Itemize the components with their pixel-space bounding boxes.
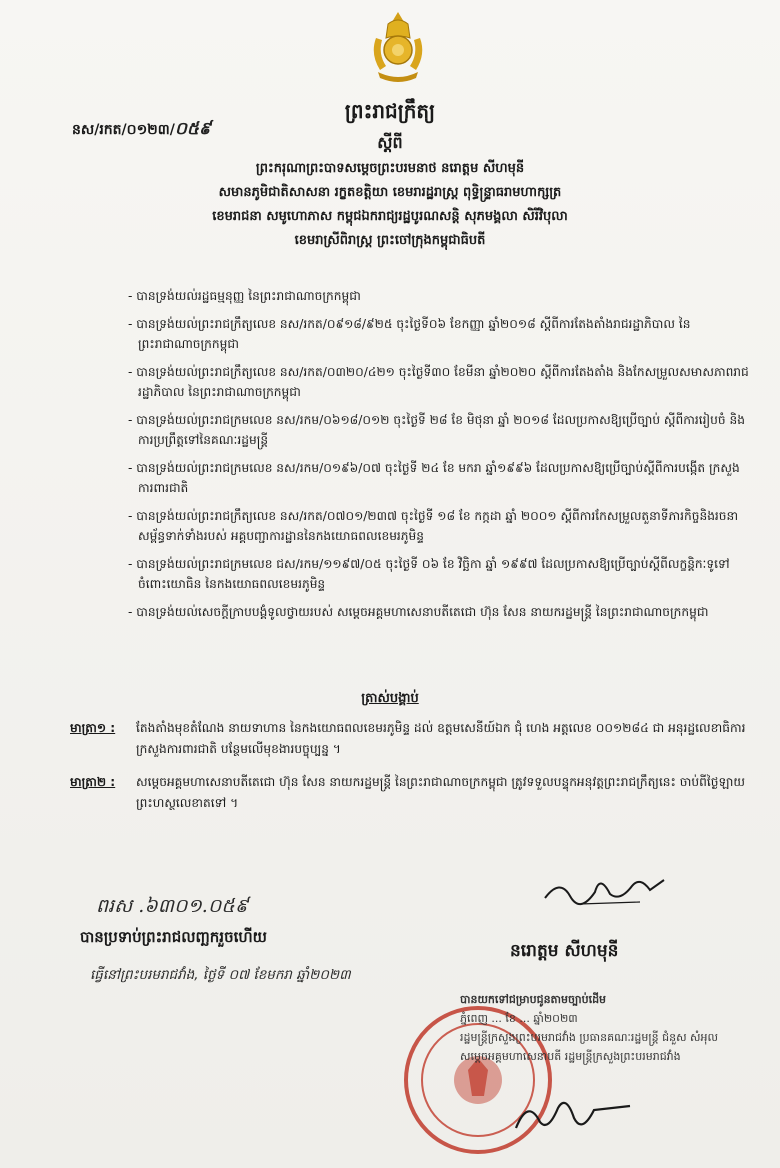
considerations-list bbox=[128, 286, 758, 630]
royal-signature bbox=[540, 868, 670, 908]
place-and-date: ធ្វើនៅព្រះបរមរាជវាំង, ថ្ងៃទី ០៧ ខែមករា ឆ្នាំ២០២៣ bbox=[90, 967, 351, 983]
article-text: សម្ដេចអគ្គមហាសេនាបតីតេជោ ហ៊ុន សែន នាយករដ្ឋមន្ត្រី នៃព្រះរាជាណាចក្រកម្ពុជា ត្រូវទទួលបន្ទុកអនុវត្តព្រះរាជក្រឹត្យនេះ ចាប់ពីថ្ងៃឡាយព្រះហស្ថលេខាតទៅ ។ bbox=[136, 775, 745, 810]
king-title-line-1: ព្រះករុណាព្រះបាទសម្ដេចព្រះបរមនាថ នរោត្តម សីហមុនី bbox=[255, 161, 525, 176]
certification-line: ភ្នំពេញ ... ខែ ... ឆ្នាំ២០២៣ bbox=[460, 1012, 578, 1025]
consideration-item: - បានទ្រង់យល់រដ្ឋធម្មនុញ្ញ នៃព្រះរាជាណាចក្រកម្ពុជា bbox=[128, 289, 361, 303]
for-label: ស្ដីពី bbox=[377, 133, 403, 152]
certification-line: បានយកទៅជម្រាបជូនតាមច្បាប់ដើម bbox=[460, 993, 607, 1006]
certification-line: សម្ដេចអគ្គមហាសេនាបតី រដ្ឋមន្ត្រីក្រសួងព្រះបរមរាជវាំង bbox=[460, 1050, 681, 1063]
consideration-item: - បានទ្រង់យល់ព្រះរាជក្រឹត្យលេខ នស/រកត/០៩១៨/៩២៥ ចុះថ្ងៃទី០៦ ខែកញ្ញា ឆ្នាំ២០១៨ ស្ដីពីការតែងតាំងរាជរដ្ឋាភិបាល នៃព្រះរាជាណាចក្រកម្ពុជា bbox=[128, 317, 691, 351]
reference-prefix: នស/រកត/០១២៣/ bbox=[72, 122, 175, 138]
article-text: តែងតាំងមុខតំណែង នាយទាហាន នៃកងយោធពលខេមរភូមិន្ទ ដល់ ឧត្តមសេនីយ៍ឯក ជុំ ហេង អត្តលេខ ០០១២៨៤ ជា អនុរដ្ឋលេខាធិការ ក្រសួងការពារជាតិ បន្ថែមលើមុខងារបច្ចុប្បន្ន ។ bbox=[136, 721, 746, 756]
article-1 bbox=[70, 718, 760, 760]
consideration-item: - បានទ្រង់យល់សេចក្ដីក្រាបបង្គំទូលថ្វាយរបស់ សម្ដេចអគ្គមហាសេនាបតីតេជោ ហ៊ុន សែន នាយករដ្ឋមន្ត្រី នៃព្រះរាជាណាចក្រកម្ពុជា bbox=[128, 605, 709, 619]
king-title-line-3: ខេមរាជនា សមូហោភាស កម្ពុជឯករាជ្យរដ្ឋបូរណសន្តិ សុភមង្គលា សិរីវិបុលា bbox=[212, 209, 568, 224]
king-title-line-4: ខេមរាស្រីពិរាស្ត្រ ព្រះចៅក្រុងកម្ពុជាធិបតី bbox=[294, 233, 486, 248]
decree-title: ព្រះរាជក្រឹត្យ bbox=[344, 99, 436, 123]
decision-heading: ត្រាស់បង្គាប់ bbox=[361, 691, 419, 706]
reference-handwritten: ០៥៩ bbox=[174, 119, 211, 139]
consideration-item: - បានទ្រង់យល់ព្រះរាជក្រមលេខ ជស/រកម/១១៩៧/០៥ ចុះថ្ងៃទី ០៦ ខែ វិច្ឆិកា ឆ្នាំ ១៩៩៧ ដែលប្រកាសឱ្យប្រើច្បាប់ស្ដីពីលក្ខន្តិកៈទូទៅ ចំពោះយោធិន នៃកងយោធពលខេមរភូមិន្ទ bbox=[128, 557, 730, 591]
consideration-item: - បានទ្រង់យល់ព្រះរាជក្រឹត្យលេខ នស/រកត/០៣២០/៤២១ ចុះថ្ងៃទី៣០ ខែមីនា ឆ្នាំ២០២០ ស្ដីពីការតែងតាំង និងកែសម្រួលសមាសភាពរាជរដ្ឋាភិបាល នៃព្រះរាជាណាចក្រកម្ពុជា bbox=[128, 365, 749, 399]
article-label: មាត្រា២ : bbox=[70, 775, 116, 789]
seal-applied-label: បានប្រទាប់ព្រះរាជលញ្ឆករួចហើយ bbox=[80, 928, 267, 946]
king-title-line-2: សមានភូមិជាតិសាសនា រក្ខតខត្តិយា ខេមរារដ្ឋរាស្ត្រ ពុទ្ធិន្ទ្រាធរាមហាក្សត្រ bbox=[218, 185, 562, 200]
article-label: មាត្រា១ : bbox=[70, 721, 116, 735]
consideration-item: - បានទ្រង់យល់ព្រះរាជក្រមលេខ នស/រកម/០១៩៦/០៧ ចុះថ្ងៃទី ២៤ ខែ មករា ឆ្នាំ១៩៩៦ ដែលប្រកាសឱ្យប្រើច្បាប់ស្ដីពីការបង្កើត ក្រសួងការពារជាតិ bbox=[128, 461, 740, 495]
signatory-name: នរោត្តម សីហមុនី bbox=[510, 941, 619, 961]
article-2 bbox=[70, 772, 760, 814]
certification-block bbox=[460, 990, 760, 1066]
certification-line: រដ្ឋមន្ត្រីក្រសួងព្រះបរមរាជវាំង ប្រធានគណៈរដ្ឋមន្ត្រី ជំនួស សំអុល bbox=[460, 1031, 718, 1044]
consideration-item: - បានទ្រង់យល់ព្រះរាជក្រមលេខ នស/រកម/០៦១៨/០១២ ចុះថ្ងៃទី ២៨ ខែ មិថុនា ឆ្នាំ ២០១៨ ដែលប្រកាសឱ្យប្រើច្បាប់ ស្ដីពីការរៀបចំ និងការប្រព្រឹត្តទៅនៃគណៈរដ្ឋមន្ត្រី bbox=[128, 413, 745, 447]
minister-signature bbox=[510, 1088, 640, 1138]
royal-coat-of-arms-icon bbox=[358, 8, 438, 88]
handwritten-reference: ពរស .៦៣០១.០៥៩ bbox=[96, 895, 249, 917]
consideration-item: - បានទ្រង់យល់ព្រះរាជក្រឹត្យលេខ នស/រកត/០៧០១/២៣៧ ចុះថ្ងៃទី ១៨ ខែ កក្កដា ឆ្នាំ ២០០១ ស្ដីពីការកែសម្រួលតួនាទីភារកិច្ចនិងរចនាសម្ព័ន្ធទាក់ទាំងរបស់ អគ្គបញ្ជាការដ្ឋាននៃកងយោធពលខេមរភូមិន្ទ bbox=[128, 509, 739, 543]
